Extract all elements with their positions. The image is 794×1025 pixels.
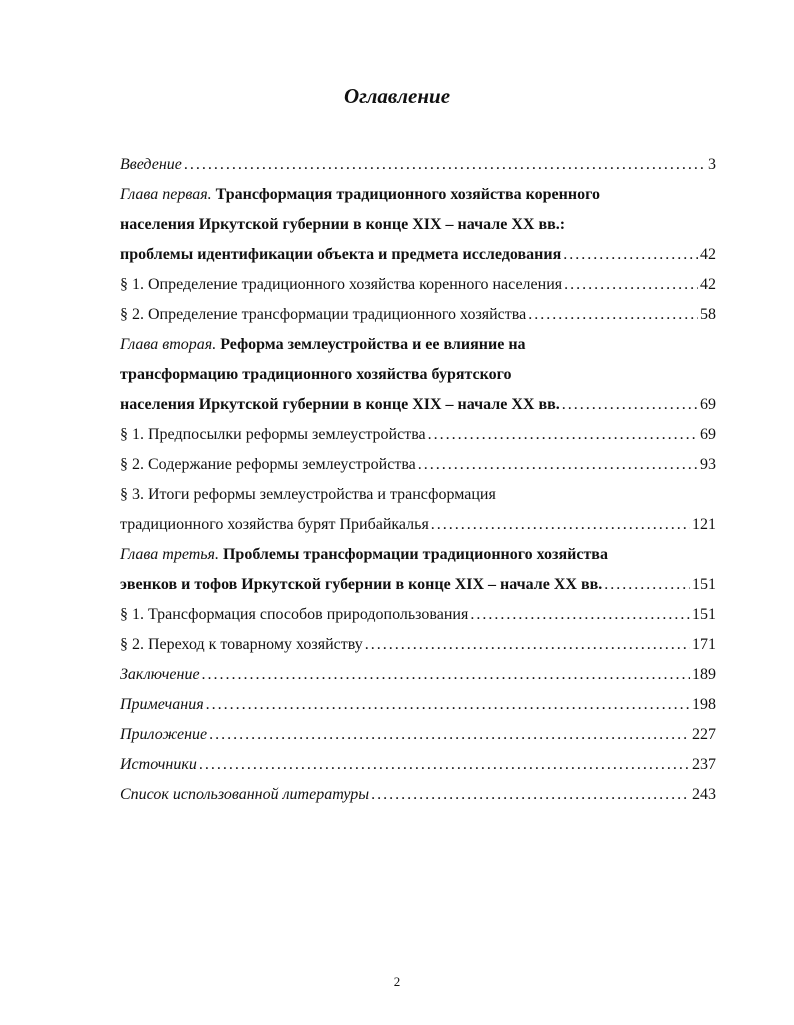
toc-page: 237	[692, 756, 716, 773]
toc-entry-notes[interactable]	[120, 690, 716, 720]
toc-label: § 3. Итоги реформы землеустройства и трансформация	[120, 486, 496, 503]
toc-page: 42	[700, 276, 716, 293]
toc-label: § 2. Переход к товарному хозяйству	[120, 636, 363, 653]
dot-leader	[365, 630, 690, 660]
toc-section-1-2[interactable]	[120, 300, 716, 330]
toc-page: 243	[692, 786, 716, 803]
dot-leader	[528, 300, 698, 330]
dot-leader	[563, 240, 698, 270]
toc-page: 151	[692, 606, 716, 623]
toc-chapter-2-line-1[interactable]	[120, 330, 716, 360]
toc-section-2-3-line-2[interactable]	[120, 510, 716, 540]
toc-page: 58	[700, 306, 716, 323]
toc-page: 151	[692, 576, 716, 593]
dot-leader	[206, 690, 690, 720]
dot-leader	[604, 570, 690, 600]
dot-leader	[202, 660, 690, 690]
page-number: 2	[393, 974, 401, 989]
dot-leader	[209, 720, 690, 750]
toc-section-1-1[interactable]	[120, 270, 716, 300]
toc-label: Введение	[120, 156, 182, 173]
chapter-prefix: Глава вторая.	[120, 336, 217, 353]
toc-page: 69	[700, 426, 716, 443]
toc-chapter-1-line-3[interactable]	[120, 240, 716, 270]
toc-page: 171	[692, 636, 716, 653]
toc-chapter-1-line-1[interactable]	[120, 180, 716, 210]
toc-page: 198	[692, 696, 716, 713]
toc-label: Приложение	[120, 726, 208, 743]
chapter-title: Проблемы трансформации традиционного хозяйства	[222, 546, 608, 563]
toc-entry-sources[interactable]	[120, 750, 716, 780]
chapter-title: проблемы идентификации объекта и предмета исследования	[120, 246, 562, 263]
dot-leader	[418, 450, 698, 480]
toc-page: 227	[692, 726, 716, 743]
chapter-title: Реформа землеустройства и ее влияние на	[220, 336, 526, 353]
toc-section-3-2[interactable]	[120, 630, 716, 660]
dot-leader	[184, 150, 706, 180]
chapter-title: населения Иркутской губернии в конце XIX – начале XX вв.:	[120, 216, 566, 233]
toc-page: 121	[692, 516, 716, 533]
toc-entry-literature[interactable]	[120, 780, 716, 810]
toc-section-2-3-line-1[interactable]	[120, 480, 716, 510]
toc-label: Список использованной литературы	[120, 786, 370, 803]
toc-label: § 1. Определение традиционного хозяйства коренного населения	[120, 276, 563, 293]
chapter-title: Трансформация традиционного хозяйства коренного	[215, 186, 600, 203]
chapter-title: населения Иркутской губернии в конце XIX – начале XX вв.	[120, 396, 560, 413]
toc-label: Примечания	[120, 696, 204, 713]
dot-leader	[371, 780, 690, 810]
toc-label: § 1. Предпосылки реформы землеустройства	[120, 426, 426, 443]
toc-section-2-2[interactable]	[120, 450, 716, 480]
dot-leader	[428, 420, 698, 450]
toc-chapter-3-line-2[interactable]	[120, 570, 716, 600]
dot-leader	[431, 510, 690, 540]
table-of-contents	[120, 150, 716, 810]
chapter-title: трансформацию традиционного хозяйства бурятского	[120, 366, 512, 383]
toc-label: § 1. Трансформация способов природопользования	[120, 606, 469, 623]
toc-label: традиционного хозяйства бурят Прибайкалья	[120, 516, 429, 533]
dot-leader	[470, 600, 690, 630]
toc-chapter-2-line-3[interactable]	[120, 390, 716, 420]
toc-page: 189	[692, 666, 716, 683]
toc-section-2-1[interactable]	[120, 420, 716, 450]
toc-chapter-1-line-2[interactable]	[120, 210, 716, 240]
toc-label: § 2. Определение трансформации традиционного хозяйства	[120, 306, 527, 323]
toc-label: § 2. Содержание реформы землеустройства	[120, 456, 416, 473]
chapter-prefix: Глава первая.	[120, 186, 212, 203]
toc-page: 69	[700, 396, 716, 413]
chapter-title: эвенков и тофов Иркутской губернии в конце XIX – начале XX вв.	[120, 576, 603, 593]
toc-label: Заключение	[120, 666, 200, 683]
toc-page: 3	[708, 156, 716, 173]
dot-leader	[562, 390, 698, 420]
toc-entry-conclusion[interactable]	[120, 660, 716, 690]
toc-label: Источники	[120, 756, 197, 773]
dot-leader	[199, 750, 690, 780]
toc-entry-appendix[interactable]	[120, 720, 716, 750]
toc-chapter-3-line-1[interactable]	[120, 540, 716, 570]
dot-leader	[564, 270, 698, 300]
toc-page: 42	[700, 246, 716, 263]
page-title: Оглавление	[343, 84, 451, 108]
toc-section-3-1[interactable]	[120, 600, 716, 630]
chapter-prefix: Глава третья.	[120, 546, 219, 563]
toc-page: 93	[700, 456, 716, 473]
toc-entry-introduction[interactable]	[120, 150, 716, 180]
toc-chapter-2-line-2[interactable]	[120, 360, 716, 390]
